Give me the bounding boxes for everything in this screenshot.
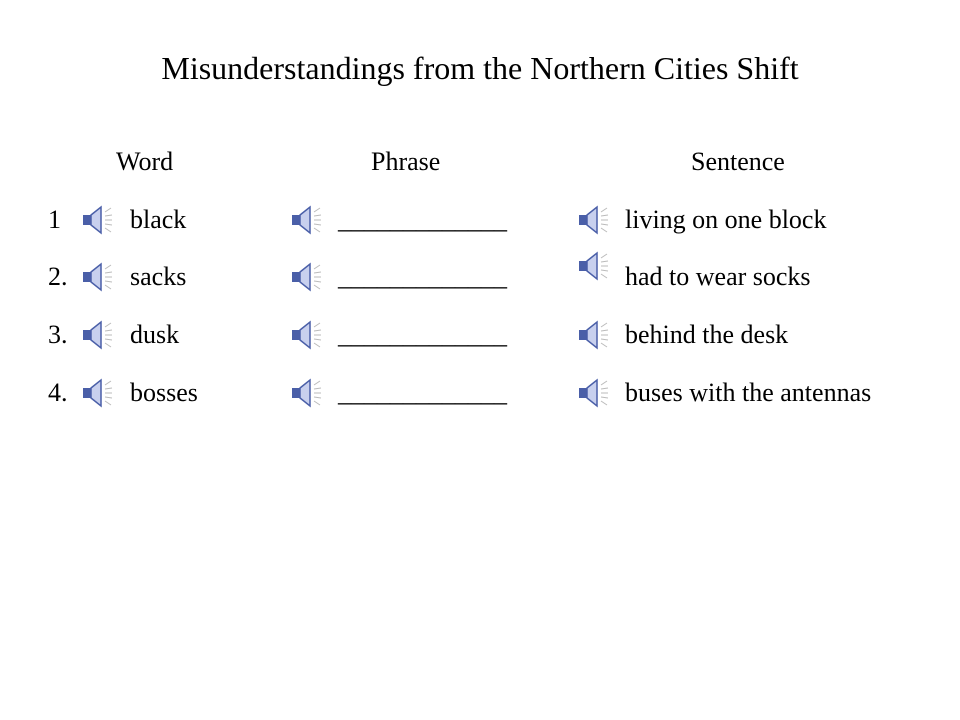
list-item [0, 373, 960, 413]
list-item [0, 315, 960, 355]
phrase-speaker-icon[interactable] [289, 260, 323, 294]
sentence-text: buses with the antennas [625, 378, 872, 407]
phrase-speaker-icon[interactable] [289, 376, 323, 410]
sentence-speaker-icon[interactable] [576, 203, 610, 237]
word-text: bosses [130, 378, 198, 407]
phrase-blank[interactable]: _____________ [338, 378, 507, 407]
item-number: 4. [48, 378, 68, 407]
phrase-speaker-icon[interactable] [289, 203, 323, 237]
word-speaker-icon[interactable] [80, 203, 114, 237]
header-sentence: Sentence [691, 147, 785, 176]
phrase-blank[interactable]: _____________ [338, 320, 507, 349]
slide-title: Misunderstandings from the Northern Cities Shift [161, 50, 799, 86]
phrase-blank[interactable]: _____________ [338, 262, 507, 291]
list-item [0, 200, 960, 240]
item-number: 1 [48, 205, 61, 234]
sentence-text: behind the desk [625, 320, 789, 349]
item-number: 2. [48, 262, 68, 291]
phrase-blank[interactable]: _____________ [338, 205, 507, 234]
word-speaker-icon[interactable] [80, 376, 114, 410]
sentence-speaker-icon[interactable] [576, 318, 610, 352]
word-speaker-icon[interactable] [80, 260, 114, 294]
sentence-speaker-icon[interactable] [576, 249, 610, 283]
word-speaker-icon[interactable] [80, 318, 114, 352]
word-text: sacks [130, 262, 187, 291]
sentence-text: had to wear socks [625, 262, 811, 291]
header-word: Word [116, 147, 174, 176]
sentence-text: living on one block [625, 205, 827, 234]
header-phrase: Phrase [371, 147, 441, 176]
word-text: dusk [130, 320, 180, 349]
list-item [0, 257, 960, 297]
sentence-speaker-icon[interactable] [576, 376, 610, 410]
phrase-speaker-icon[interactable] [289, 318, 323, 352]
word-text: black [130, 205, 187, 234]
item-number: 3. [48, 320, 68, 349]
